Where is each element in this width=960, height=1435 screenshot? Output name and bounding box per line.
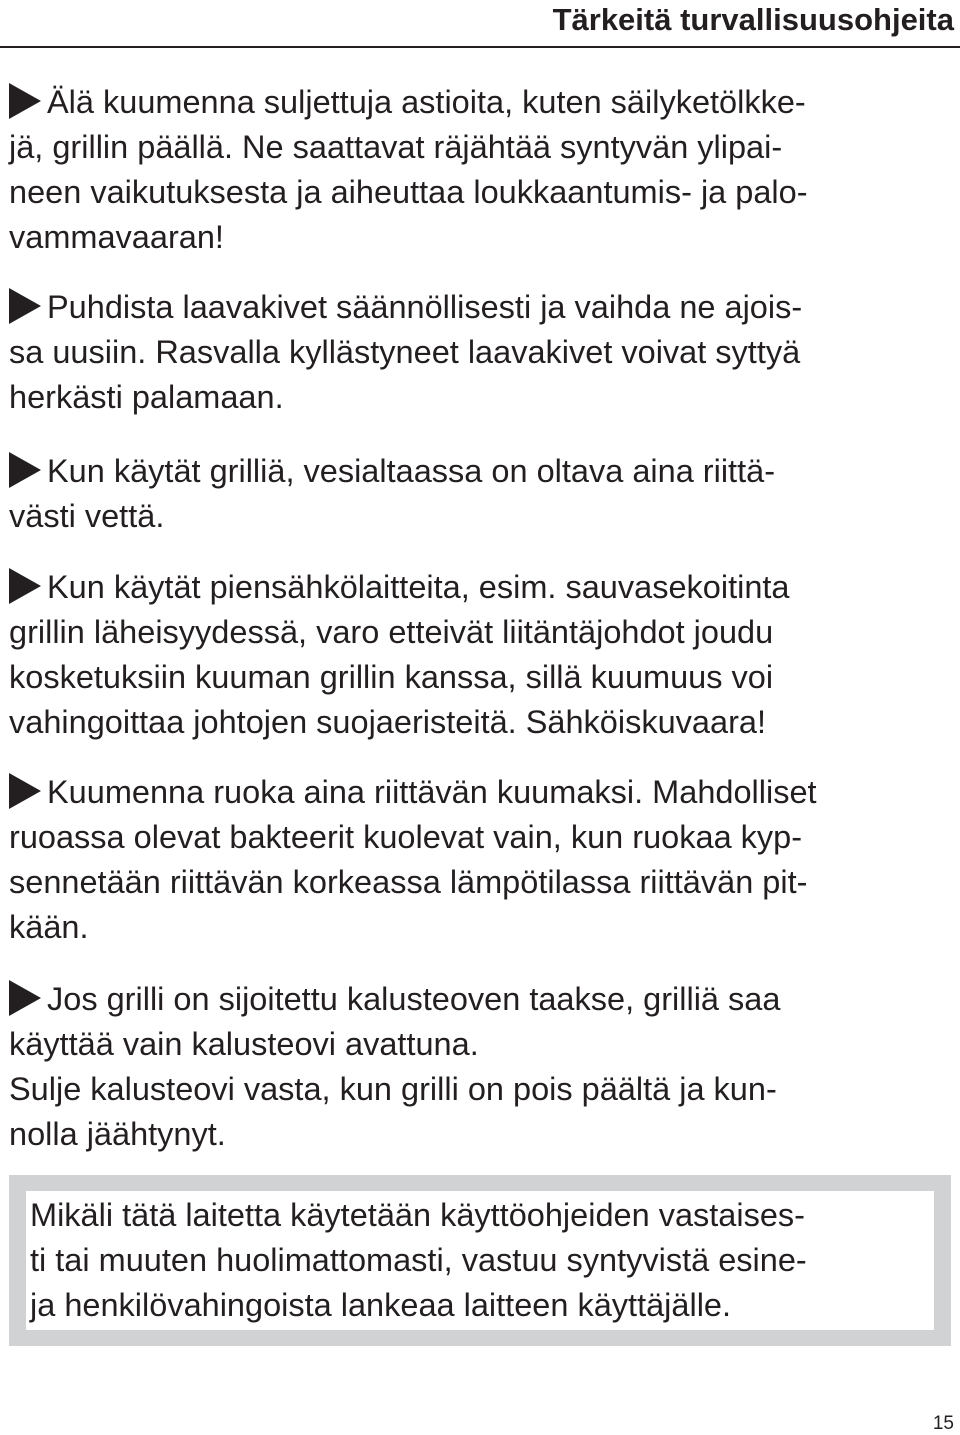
item-line: Älä kuumenna suljettuja astioita, kuten säilyketölkke- <box>9 80 949 125</box>
page-number: 15 <box>932 1413 954 1434</box>
safety-item-heat-food <box>9 770 949 950</box>
item-line: Kun käytät grilliä, vesialtaassa on oltava aina riittä- <box>9 449 949 494</box>
item-line: ruoassa olevat bakteerit kuolevat vain, kun ruokaa kyp- <box>9 819 803 855</box>
safety-item-cabinet-door <box>9 977 949 1157</box>
page-header-title: Tärkeitä turvallisuusohjeita <box>552 2 954 37</box>
item-line: grillin läheisyydessä, varo etteivät liitäntäjohdot joudu <box>9 614 774 650</box>
triangle-arrow-icon <box>9 288 41 324</box>
item-line: vammavaaran! <box>9 219 224 255</box>
item-line: Kuumenna ruoka aina riittävän kuumaksi. Mahdolliset <box>9 770 949 815</box>
safety-item-small-appliances <box>9 565 949 745</box>
safety-item-lava-stones <box>9 285 949 420</box>
liability-notice-inner <box>26 1191 934 1330</box>
item-line: sa uusiin. Rasvalla kyllästyneet laavakivet voivat syttyä <box>9 334 801 370</box>
liability-notice-box <box>9 1175 951 1346</box>
item-line: Puhdista laavakivet säännöllisesti ja vaihda ne ajois- <box>9 285 949 330</box>
item-line: Jos grilli on sijoitettu kalusteoven taakse, grilliä saa <box>9 977 949 1022</box>
item-line: sennetään riittävän korkeassa lämpötilassa riittävän pit- <box>9 864 808 900</box>
notice-line: ja henkilövahingoista lankeaa laitteen käyttäjälle. <box>30 1287 732 1323</box>
safety-item-water-basin <box>9 449 949 539</box>
item-line: neen vaikutuksesta ja aiheuttaa loukkaantumis- ja palo- <box>9 174 808 210</box>
item-line: Sulje kalusteovi vasta, kun grilli on pois päältä ja kun- <box>9 1071 777 1107</box>
header-divider <box>0 46 960 48</box>
notice-line: Mikäli tätä laitetta käytetään käyttöohjeiden vastaises- <box>30 1197 806 1233</box>
triangle-arrow-icon <box>9 83 41 119</box>
safety-item-sealed-containers <box>9 80 949 260</box>
item-line: käyttää vain kalusteovi avattuna. <box>9 1026 479 1062</box>
item-line: nolla jäähtynyt. <box>9 1116 226 1152</box>
item-line: vahingoittaa johtojen suojaeristeitä. Sähköiskuvaara! <box>9 704 767 740</box>
item-line: Kun käytät piensähkölaitteita, esim. sauvasekoitinta <box>9 565 949 610</box>
item-line: kosketuksiin kuuman grillin kanssa, sillä kuumuus voi <box>9 659 774 695</box>
item-line: jä, grillin päällä. Ne saattavat räjähtää syntyvän ylipai- <box>9 129 783 165</box>
notice-line: ti tai muuten huolimattomasti, vastuu syntyvistä esine- <box>30 1242 807 1278</box>
triangle-arrow-icon <box>9 568 41 604</box>
liability-notice-text <box>30 1193 934 1328</box>
triangle-arrow-icon <box>9 980 41 1016</box>
item-line: västi vettä. <box>9 498 165 534</box>
item-line: herkästi palamaan. <box>9 379 284 415</box>
triangle-arrow-icon <box>9 773 41 809</box>
triangle-arrow-icon <box>9 452 41 488</box>
item-line: kään. <box>9 909 89 945</box>
